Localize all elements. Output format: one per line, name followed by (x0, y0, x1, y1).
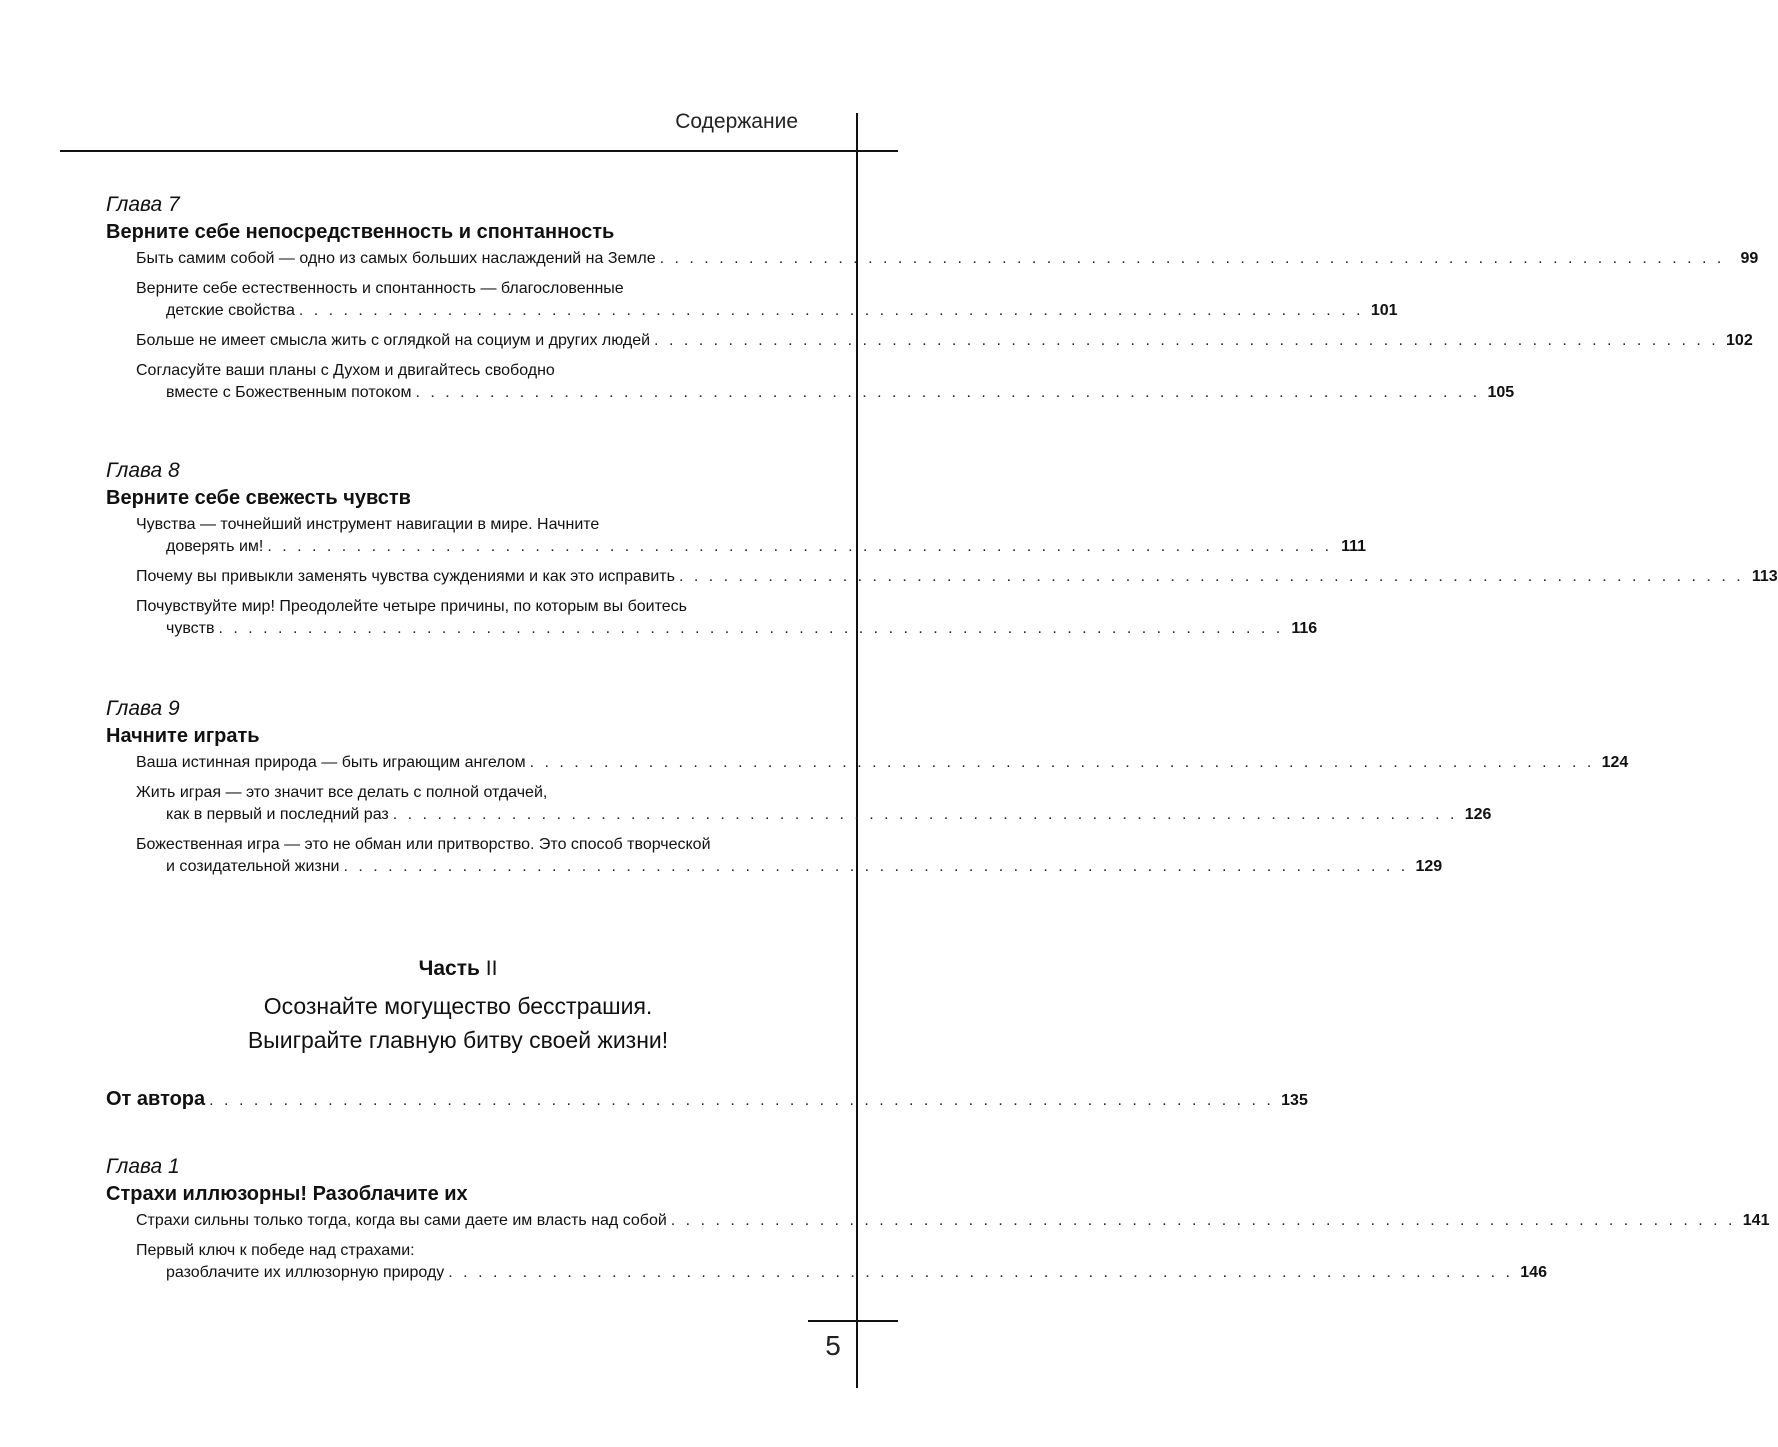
chapter-title: Страхи иллюзорны! Разоблачите их (106, 1183, 468, 1205)
part-heading (60, 955, 856, 1057)
dot-leader: . . . . . . . . . . . . . . . . . . . . . . . . . . . . . . . . . . . . . . . . . . . . . . . . . . . . . . . . . . . . . . . . . . . . . . . . (392, 806, 1458, 823)
entry-text-continued: доверять им! (166, 538, 264, 555)
toc-entry[interactable] (136, 834, 1443, 878)
chapter-9 (106, 696, 1629, 886)
toc-entry[interactable] (136, 596, 1318, 640)
dot-leader: . . . . . . . . . . . . . . . . . . . . . . . . . . . . . . . . . . . . . . . . . . . . . . . . . . . . . . . . . . . . . . . . . . . . . . . . (448, 1264, 1513, 1281)
dot-leader: . . . . . . . . . . . . . . . . . . . . . . . . . . . . . . . . . . . . . . . . . . . . . . . . . . . . . . . . . . . . . . . . . . . . . . . . (415, 384, 1481, 401)
entry-page: 111 (1341, 538, 1367, 555)
toc-entry[interactable] (136, 514, 1367, 558)
entry-text: Верните себе естественность и спонтанность — благословенные (136, 280, 624, 297)
entry-text: Почувствуйте мир! Преодолейте четыре причины, по которым вы боитесь (136, 598, 687, 615)
chapter-title: Верните себе свежесть чувств (106, 487, 411, 509)
from-author-entry[interactable] (106, 1088, 1308, 1111)
entry-text-continued: как в первый и последний раз (166, 806, 389, 823)
entry-text: Почему вы привыкли заменять чувства суждениями и как это исправить (136, 568, 675, 585)
entry-page: 99 (1740, 250, 1759, 267)
entry-text: Согласуйте ваши планы с Духом и двигайтесь свободно (136, 362, 555, 379)
entry-page: 105 (1487, 384, 1515, 401)
entry-text-continued: и созидательной жизни (166, 858, 340, 875)
entry-text-continued: разоблачите их иллюзорную природу (166, 1264, 445, 1281)
entry-page: 102 (1726, 332, 1753, 349)
chapter-7 (106, 192, 1759, 412)
dot-leader: . . . . . . . . . . . . . . . . . . . . . . . . . . . . . . . . . . . . . . . . . . . . . . . . . . . . . . . . . . . . . . . . . . . . . . . . (659, 250, 1725, 267)
toc-entry[interactable] (136, 1240, 1547, 1284)
dot-leader: . . . . . . . . . . . . . . . . . . . . . . . . . . . . . . . . . . . . . . . . . . . . . . . . . . . . . . . . . . . . . . . . . . . . . . . . (654, 332, 1719, 349)
toc-entry[interactable] (136, 752, 1629, 774)
dot-leader: . . . . . . . . . . . . . . . . . . . . . . . . . . . . . . . . . . . . . . . . . . . . . . . . . . . . . . . . . . . . . . . . . . . . . . . . (678, 568, 1744, 585)
from-author-title: От автора (106, 1088, 206, 1110)
toc-entry[interactable] (136, 248, 1759, 270)
entry-page: 141 (1742, 1212, 1770, 1229)
entry-page: 126 (1464, 806, 1492, 823)
entry-page: 124 (1601, 754, 1629, 771)
dot-leader: . . . . . . . . . . . . . . . . . . . . . . . . . . . . . . . . . . . . . . . . . . . . . . . . . . . . . . . . . . . . . . . . . . . . . . . . (218, 620, 1284, 637)
chapter-title: Начните играть (106, 725, 260, 747)
page-number: 5 (825, 1330, 841, 1361)
entry-page: 113 (1751, 568, 1778, 585)
entry-text: Страхи сильны только тогда, когда вы сами даете им власть над собой (136, 1212, 667, 1229)
toc-entry[interactable] (136, 330, 1753, 352)
chapter-title: Верните себе непосредственность и спонтанность (106, 221, 615, 243)
entry-text-continued: детские свойства (166, 302, 295, 319)
chapter-label: Глава 7 (106, 193, 180, 216)
entry-page: 101 (1370, 302, 1398, 319)
running-title: Содержание (675, 110, 798, 133)
toc-entry[interactable] (136, 278, 1398, 322)
part-word: Часть (418, 957, 480, 980)
entry-text-continued: вместе с Божественным потоком (166, 384, 412, 401)
part-subtitle-line: Осознайте могущество бесстрашия. (263, 993, 653, 1019)
entry-page: 129 (1415, 858, 1443, 875)
footer-rule (808, 1320, 898, 1322)
chapter-label: Глава 1 (106, 1155, 180, 1178)
toc-entry[interactable] (136, 360, 1515, 404)
entry-text: Божественная игра — это не обман или притворство. Это способ творческой (136, 836, 711, 853)
entry-page: 116 (1291, 620, 1318, 637)
header-rule (60, 150, 898, 152)
dot-leader: . . . . . . . . . . . . . . . . . . . . . . . . . . . . . . . . . . . . . . . . . . . . . . . . . . . . . . . . . . . . . . . . . . . . . . . . (298, 302, 1364, 319)
dot-leader: . . . . . . . . . . . . . . . . . . . . . . . . . . . . . . . . . . . . . . . . . . . . . . . . . . . . . . . . . . . . . . . . . . . . . . . . (267, 538, 1333, 555)
chapter-label: Глава 9 (106, 697, 180, 720)
entry-text: Чувства — точнейший инструмент навигации в мире. Начните (136, 516, 600, 533)
dot-leader: . . . . . . . . . . . . . . . . . . . . . . . . . . . . . . . . . . . . . . . . . . . . . . . . . . . . . . . . . . . . . . . . . . . . . . . . (670, 1212, 1736, 1229)
part-subtitle-line: Выиграйте главную битву своей жизни! (247, 1027, 669, 1053)
toc-entry[interactable] (136, 566, 1778, 588)
entry-page: 135 (1281, 1092, 1308, 1109)
chapter-8 (106, 458, 1778, 648)
entry-text: Ваша истинная природа — быть играющим ангелом (136, 754, 526, 771)
dot-leader: . . . . . . . . . . . . . . . . . . . . . . . . . . . . . . . . . . . . . . . . . . . . . . . . . . . . . . . . . . . . . . . . . . . . . . . . (343, 858, 1409, 875)
part-label (60, 955, 856, 983)
chapter-label: Глава 8 (106, 459, 180, 482)
dot-leader: . . . . . . . . . . . . . . . . . . . . . . . . . . . . . . . . . . . . . . . . . . . . . . . . . . . . . . . . . . . . . . . . . . . . . . . . (529, 754, 1595, 771)
entry-text: Первый ключ к победе над страхами: (136, 1242, 415, 1259)
part-roman-numeral: II (485, 957, 498, 980)
entry-text: Быть самим собой — одно из самых больших наслаждений на Земле (136, 250, 656, 267)
toc-entry[interactable] (136, 782, 1492, 826)
chapter-1 (106, 1154, 1770, 1292)
toc-entry[interactable] (136, 1210, 1770, 1232)
dot-leader: . . . . . . . . . . . . . . . . . . . . . . . . . . . . . . . . . . . . . . . . . . . . . . . . . . . . . . . . . . . . . . . . . . . . . . . . (209, 1092, 1274, 1109)
entry-page: 146 (1520, 1264, 1547, 1281)
entry-text-continued: чувств (166, 620, 215, 637)
entry-text: Больше не имеет смысла жить с оглядкой на социум и других людей (136, 332, 651, 349)
entry-text: Жить играя — это значит все делать с полной отдачей, (136, 784, 548, 801)
part-subtitle (60, 989, 856, 1057)
